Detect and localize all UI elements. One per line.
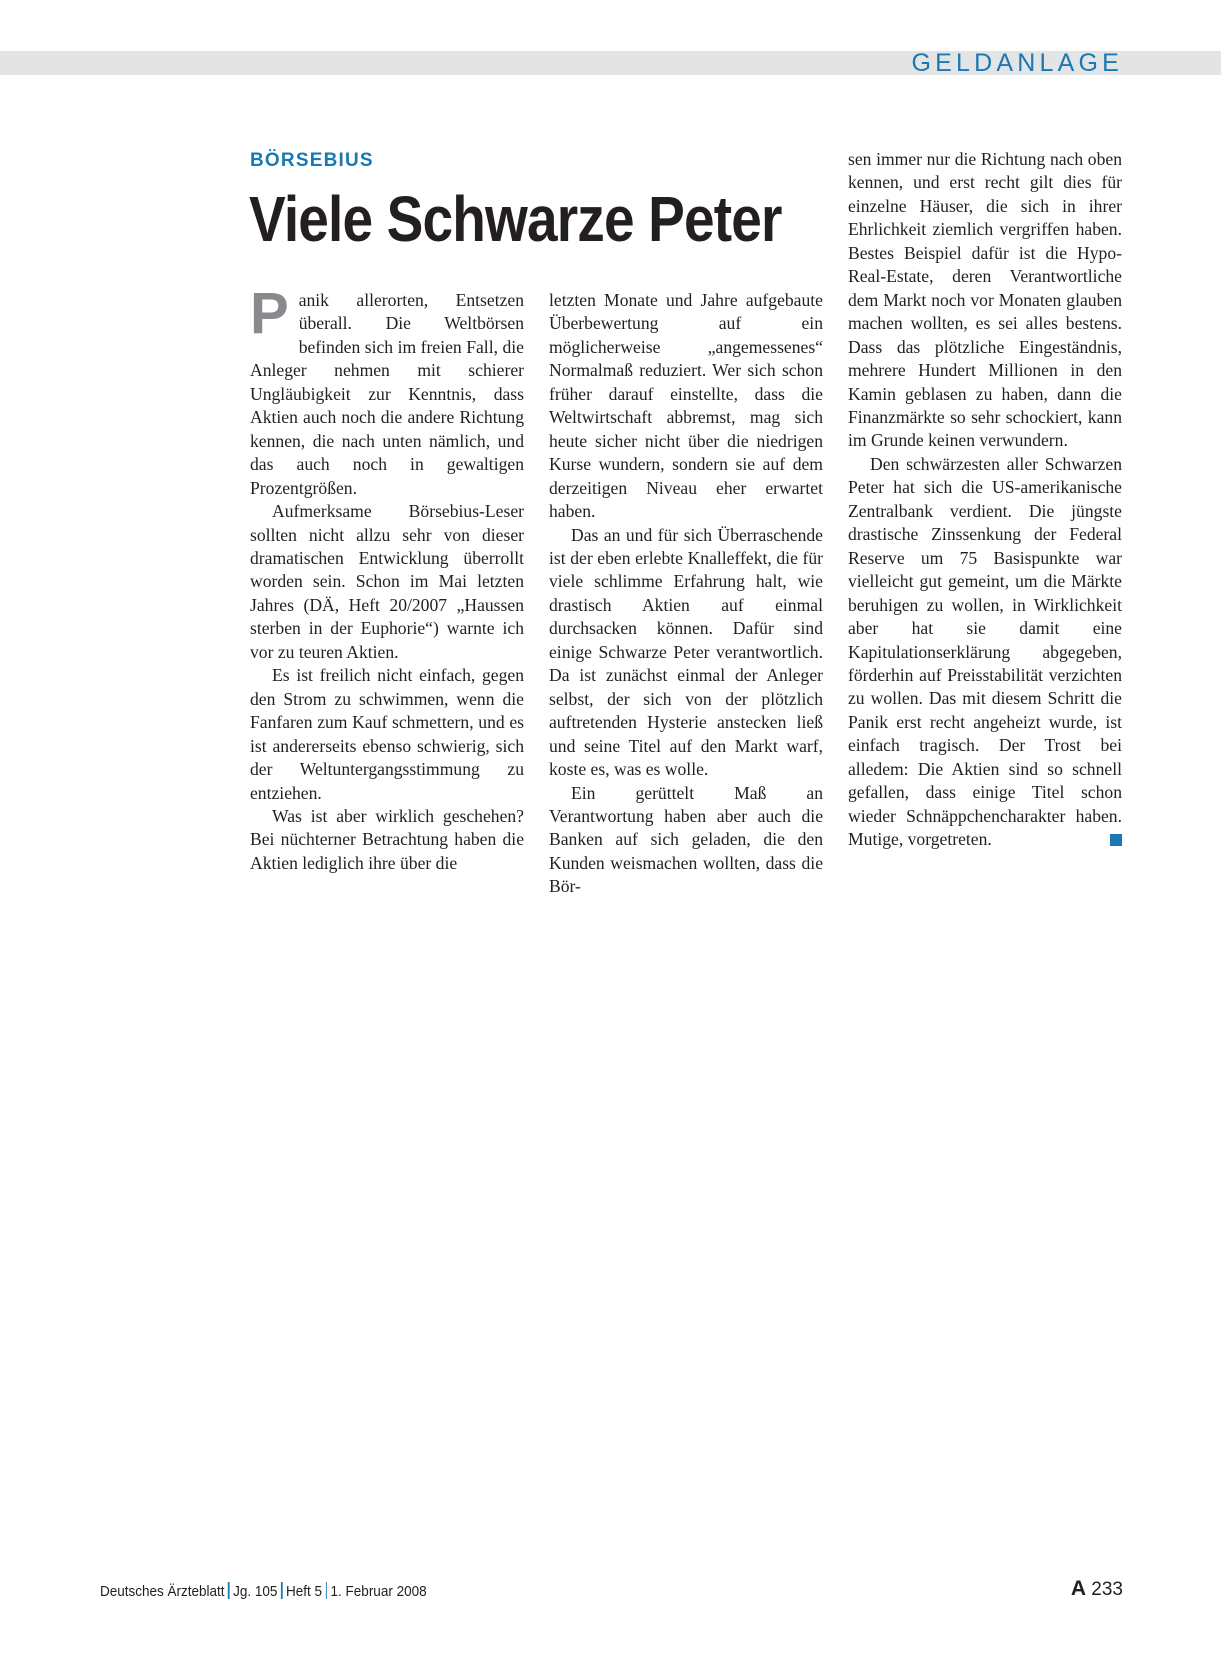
paragraph: Das an und für sich Überraschende ist der eben erlebte Knalleffekt, die für viele schlimme Erfahrung halt, wie drastisch Aktien auf einmal durchsacken können. Dafür sind einige Schwarze Peter verantwortlich. Da ist zunächst einmal der Anleger selbst, der sich von der plötzlich auftretenden Hysterie anstecken ließ und seine Titel auf den Markt warf, koste es, was es wolle. <box>549 524 823 780</box>
page-prefix: A <box>1070 1577 1087 1600</box>
text-column-2 <box>549 289 823 899</box>
paragraph: letzten Monate und Jahre aufgebaute Überbewertung auf ein möglicherweise „angemessenes“ Normalmaß reduziert. Wer sich schon früher darauf einstellte, dass die Weltwirtschaft abbremst, mag sich heute sicher nicht über die niedrigen Kurse wundern, sondern sie auf dem derzeitigen Niveau eher erwartet haben. <box>549 290 823 522</box>
text-column-3 <box>848 148 1122 852</box>
paragraph: Aufmerksame Börsebius-Leser sollten nicht allzu sehr von dieser dramatischen Entwicklung überrollt worden sein. Schon im Mai letzten Jahres (DÄ, Heft 20/2007 „Haussen sterben in der Euphorie“) warnte ich vor zu teuren Aktien. <box>250 501 524 662</box>
volume: Jg. 105 <box>233 1583 278 1600</box>
paragraph: Was ist aber wirklich geschehen? Bei nüchterner Betrachtung haben die Aktien lediglich ihre über die <box>250 805 524 873</box>
divider <box>281 1582 282 1599</box>
end-of-article-icon <box>1110 834 1122 846</box>
article-kicker: BÖRSEBIUS <box>250 150 374 171</box>
text-column-1 <box>250 281 524 875</box>
paragraph <box>848 453 1122 852</box>
paragraph <box>250 281 524 500</box>
page-number <box>1071 1577 1123 1601</box>
page-number-value: 233 <box>1091 1579 1123 1600</box>
paragraph: Es ist freilich nicht einfach, gegen den Strom zu schwimmen, wenn die Fanfaren zum Kauf schmettern, und es ist andererseits ebenso schwierig, sich der Weltuntergangsstimmung zu entziehen. <box>250 665 524 803</box>
journal-name: Deutsches Ärzteblatt <box>100 1583 225 1600</box>
article-title: Viele Schwarze Peter <box>249 183 782 255</box>
section-label: GELDANLAGE <box>911 49 1123 77</box>
issue: Heft 5 <box>285 1583 322 1600</box>
drop-cap: P <box>250 281 289 346</box>
divider <box>326 1582 327 1599</box>
paragraph: Ein gerüttelt Maß an Verantwortung haben aber auch die Banken auf sich geladen, die den Kunden weismachen wollten, dass die Bör- <box>549 782 823 897</box>
paragraph-text: anik allerorten, Entsetzen überall. Die Weltbörsen befinden sich im freien Fall, die Anleger nehmen mit schierer Ungläubigkeit zur Kenntnis, dass Aktien auch noch die andere Richtung kennen, die nach unten nämlich, und das auch noch in gewaltigen Prozentgrößen. <box>250 290 524 498</box>
issue-date: 1. Februar 2008 <box>330 1583 427 1600</box>
divider <box>228 1582 229 1599</box>
paragraph-text: Den schwärzesten aller Schwarzen Peter hat sich die US-amerikanische Zentralbank verdient. Die jüngste drastische Zinssenkung der Federal Reserve um 75 Basispunkte war vielleicht gut gemeint, um die Märkte beruhigen zu wollen, in Wirklichkeit aber hat sie damit eine Kapitulationserklärung abgegeben, förderhin auf Preisstabilität verzichten zu wollen. Das mit diesem Schritt die Panik erst recht angeheizt wurde, ist einfach tragisch. Der Trost bei alledem: Die Aktien sind so schnell gefallen, dass einige Titel schon wieder Schnäppchencharakter haben. Mutige, vorgetreten. <box>848 453 1122 850</box>
footer-citation <box>100 1582 427 1600</box>
paragraph: sen immer nur die Richtung nach oben kennen, und erst recht gilt dies für einzelne Häuser, die sich in ihrer Ehrlichkeit ziemlich vergriffen haben. Bestes Beispiel dafür ist die Hypo-Real-Estate, deren Verantwortliche dem Markt noch vor Monaten glauben machen wollten, es sei alles bestens. Dass das plötzliche Eingeständnis, mehrere Hundert Millionen in den Kamin geblasen zu haben, dann die Finanzmärkte so sehr schockiert, kann im Grunde keinen verwundern. <box>848 149 1122 451</box>
